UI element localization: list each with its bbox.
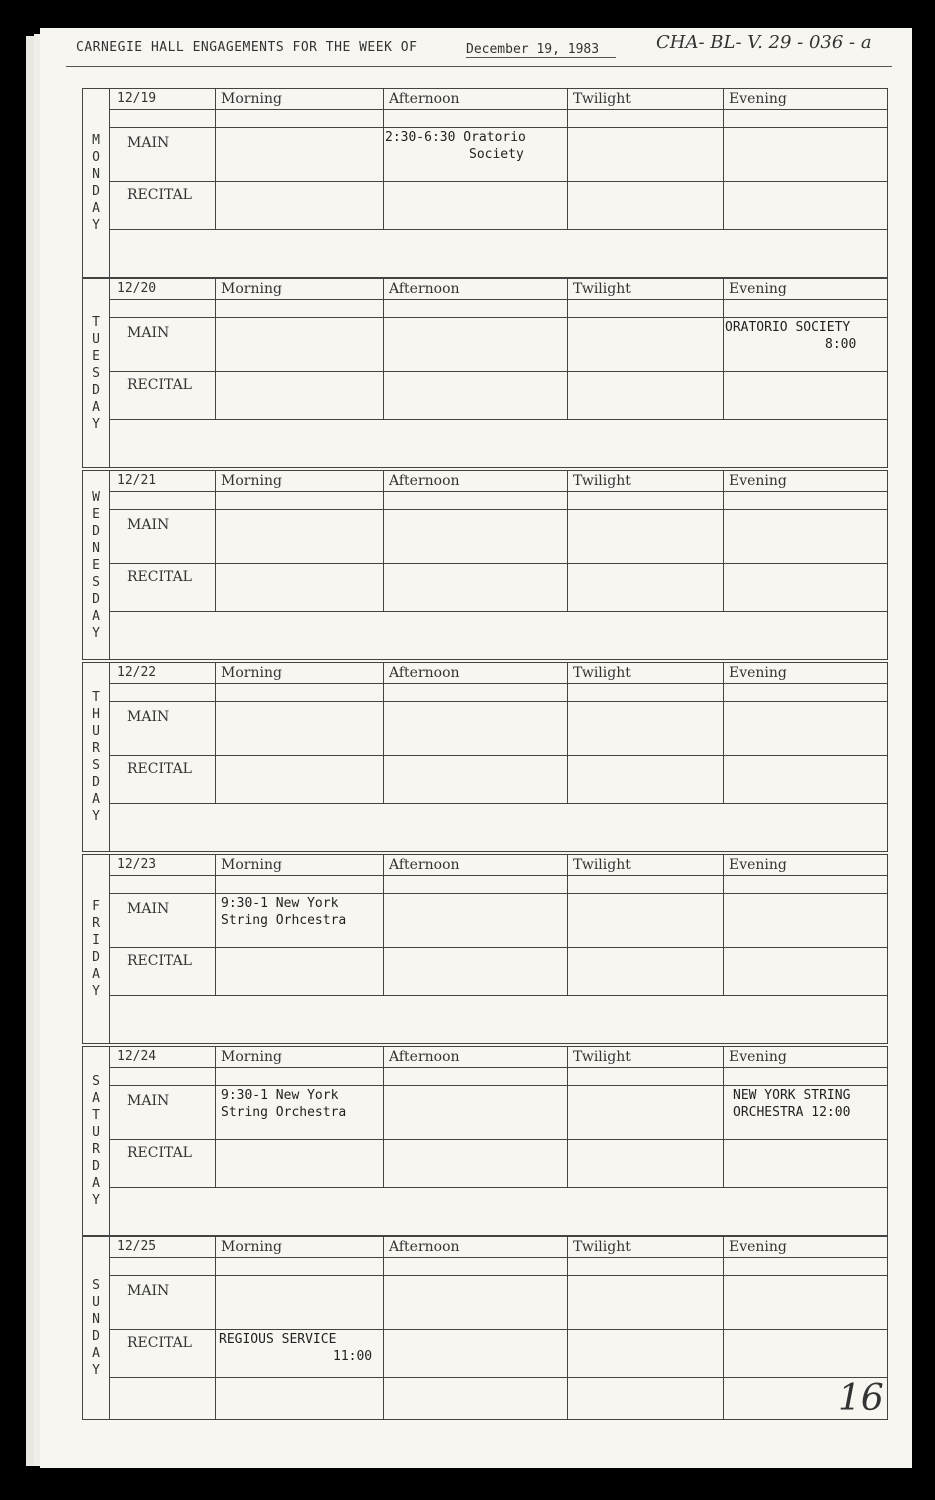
slot-header: Afternoon [389, 1049, 460, 1065]
room-label: MAIN [127, 901, 170, 917]
day-name [83, 1237, 110, 1419]
room-label: MAIN [127, 517, 170, 533]
row-rule [109, 701, 887, 702]
row-rule [109, 181, 887, 182]
day-letter: D [92, 775, 100, 790]
day-letter: Y [92, 416, 100, 432]
slot-header: Evening [729, 857, 787, 873]
day-block [82, 470, 888, 660]
slot-header: Afternoon [389, 1239, 460, 1255]
slot-divider [723, 89, 724, 229]
slot-divider [567, 279, 568, 419]
page-number: 16 [838, 1378, 884, 1419]
day-date: 12/23 [117, 857, 157, 872]
row-rule [109, 1139, 887, 1140]
booking-entry: 8:00 [825, 337, 857, 352]
day-letter: I [92, 933, 100, 948]
room-label: RECITAL [127, 377, 192, 393]
room-label: RECITAL [127, 761, 192, 777]
slot-header-rule [109, 491, 887, 492]
day-name [83, 855, 110, 1043]
slot-header: Twilight [573, 1239, 631, 1255]
day-letter: A [92, 1346, 100, 1361]
day-letter: Y [92, 1363, 100, 1378]
day-letter: U [92, 1125, 100, 1140]
booking-entry: NEW YORK STRING [733, 1088, 851, 1103]
slot-divider [215, 1047, 216, 1187]
booking-entry: Society [469, 147, 524, 162]
slot-header: Morning [221, 91, 282, 107]
day-letter: S [92, 365, 100, 381]
row-rule [109, 509, 887, 510]
day-date: 12/24 [117, 1049, 157, 1064]
day-letter: H [92, 707, 100, 722]
slot-header: Twilight [573, 665, 631, 681]
row-rule [109, 1377, 887, 1378]
slot-divider [383, 855, 384, 995]
room-label: RECITAL [127, 1145, 192, 1161]
day-letter: D [92, 1159, 100, 1174]
day-letter: A [92, 1176, 100, 1191]
booking-entry: String Orhcestra [221, 913, 347, 928]
slot-header-rule [109, 683, 887, 684]
room-label: MAIN [127, 325, 170, 341]
slot-header: Morning [221, 473, 282, 489]
day-date: 12/25 [117, 1239, 157, 1254]
day-letter: Y [92, 809, 100, 824]
day-letter: T [92, 314, 100, 330]
day-letter: T [92, 690, 100, 705]
day-letter: Y [92, 984, 100, 999]
slot-divider [215, 89, 216, 229]
booking-entry: String Orchestra [221, 1105, 347, 1120]
day-letter: R [92, 1142, 100, 1157]
day-name [83, 1047, 110, 1235]
day-letter: Y [92, 625, 100, 641]
slot-divider [383, 663, 384, 803]
slot-divider [567, 89, 568, 229]
day-name [83, 471, 110, 659]
slot-header: Twilight [573, 857, 631, 873]
slot-divider [567, 471, 568, 611]
booking-entry: ORATORIO SOCIETY [725, 320, 851, 335]
slot-header: Afternoon [389, 665, 460, 681]
day-letter: M [92, 133, 100, 148]
day-letter: S [92, 758, 100, 773]
slot-header: Afternoon [389, 281, 460, 297]
slot-header: Evening [729, 665, 787, 681]
day-date: 12/19 [117, 91, 157, 106]
day-letter: U [92, 1295, 100, 1310]
row-rule [109, 1275, 887, 1276]
row-rule [109, 371, 887, 372]
slot-divider [215, 855, 216, 995]
header-rule [66, 66, 892, 67]
room-label: RECITAL [127, 1335, 192, 1351]
day-letter: Y [92, 1193, 100, 1208]
slot-divider [723, 855, 724, 995]
day-block [82, 1236, 888, 1420]
slot-divider [215, 279, 216, 419]
day-letter: T [92, 1108, 100, 1123]
weekly-schedule-grid [82, 88, 888, 1418]
slot-divider [567, 663, 568, 803]
slot-divider [723, 1237, 724, 1419]
slot-header-rule [109, 875, 887, 876]
day-letter: U [92, 331, 100, 347]
slot-header: Afternoon [389, 473, 460, 489]
row-rule [109, 893, 887, 894]
booking-entry: 9:30-1 New York [221, 1088, 339, 1103]
slot-header: Twilight [573, 473, 631, 489]
day-date: 12/20 [117, 281, 157, 296]
slot-header: Evening [729, 1049, 787, 1065]
archive-reference: CHA- BL- V. 29 - 036 - a [656, 32, 872, 53]
slot-header: Twilight [573, 281, 631, 297]
day-letter: A [92, 201, 100, 216]
day-letter: D [92, 523, 100, 539]
room-label: MAIN [127, 709, 170, 725]
room-label: MAIN [127, 135, 170, 151]
row-rule [109, 1085, 887, 1086]
slot-divider [567, 855, 568, 995]
slot-header: Morning [221, 665, 282, 681]
row-rule [109, 803, 887, 804]
day-letter: D [92, 591, 100, 607]
slot-divider [383, 1237, 384, 1419]
slot-divider [723, 279, 724, 419]
room-label: MAIN [127, 1283, 170, 1299]
booking-entry: 2:30-6:30 Oratorio [385, 130, 526, 145]
week-of-date: December 19, 1983 [466, 42, 616, 58]
day-letter: D [92, 1329, 100, 1344]
row-rule [109, 611, 887, 612]
day-letter: R [92, 741, 100, 756]
day-letter: E [92, 557, 100, 573]
row-rule [109, 229, 887, 230]
day-letter: D [92, 382, 100, 398]
day-letter: R [92, 916, 100, 931]
row-rule [109, 1187, 887, 1188]
row-rule [109, 947, 887, 948]
day-block [82, 1046, 888, 1236]
day-letter: N [92, 167, 100, 182]
day-letter: D [92, 184, 100, 199]
slot-header: Morning [221, 1239, 282, 1255]
slot-header: Afternoon [389, 91, 460, 107]
day-letter: N [92, 540, 100, 556]
day-letter: N [92, 1312, 100, 1327]
room-label: MAIN [127, 1093, 170, 1109]
booking-entry: 9:30-1 New York [221, 896, 339, 911]
slot-header: Twilight [573, 1049, 631, 1065]
day-letter: S [92, 574, 100, 590]
day-letter: A [92, 967, 100, 982]
day-letter: S [92, 1074, 100, 1089]
slot-divider [215, 1237, 216, 1419]
slot-divider [567, 1237, 568, 1419]
slot-header-rule [109, 1257, 887, 1258]
slot-divider [567, 1047, 568, 1187]
row-rule [109, 127, 887, 128]
day-letter: D [92, 950, 100, 965]
slot-divider [383, 1047, 384, 1187]
row-rule [109, 563, 887, 564]
row-rule [109, 419, 887, 420]
slot-divider [383, 89, 384, 229]
slot-header: Evening [729, 1239, 787, 1255]
row-rule [109, 1329, 887, 1330]
day-block [82, 662, 888, 852]
day-name [83, 663, 110, 851]
day-block [82, 278, 888, 468]
slot-header: Twilight [573, 91, 631, 107]
day-date: 12/22 [117, 665, 157, 680]
day-letter: A [92, 792, 100, 807]
slot-header: Evening [729, 281, 787, 297]
slot-header: Morning [221, 1049, 282, 1065]
day-letter: O [92, 150, 100, 165]
slot-header-rule [109, 109, 887, 110]
slot-header: Afternoon [389, 857, 460, 873]
slot-header-rule [109, 1067, 887, 1068]
room-label: RECITAL [127, 187, 192, 203]
slot-divider [383, 471, 384, 611]
day-date: 12/21 [117, 473, 157, 488]
slot-header: Morning [221, 857, 282, 873]
day-letter: A [92, 608, 100, 624]
slot-divider [723, 1047, 724, 1187]
day-block [82, 854, 888, 1044]
room-label: RECITAL [127, 569, 192, 585]
day-name [83, 279, 110, 467]
page-title: CARNEGIE HALL ENGAGEMENTS FOR THE WEEK OF [76, 40, 418, 55]
slot-divider [215, 663, 216, 803]
booking-entry: REGIOUS SERVICE [219, 1332, 337, 1347]
row-rule [109, 995, 887, 996]
slot-divider [723, 663, 724, 803]
slot-divider [723, 471, 724, 611]
slot-divider [383, 279, 384, 419]
slot-header: Evening [729, 91, 787, 107]
day-letter: A [92, 399, 100, 415]
booking-entry: ORCHESTRA 12:00 [733, 1105, 851, 1120]
day-letter: S [92, 1278, 100, 1293]
room-label: RECITAL [127, 953, 192, 969]
slot-divider [215, 471, 216, 611]
day-letter: A [92, 1091, 100, 1106]
row-rule [109, 755, 887, 756]
day-letter: F [92, 899, 100, 914]
day-block [82, 88, 888, 278]
day-name [83, 89, 110, 277]
day-letter: W [92, 489, 100, 505]
slot-header: Evening [729, 473, 787, 489]
slot-header: Morning [221, 281, 282, 297]
day-letter: E [92, 348, 100, 364]
day-letter: U [92, 724, 100, 739]
slot-header-rule [109, 299, 887, 300]
row-rule [109, 317, 887, 318]
booking-entry: 11:00 [333, 1349, 373, 1364]
day-letter: Y [92, 218, 100, 233]
day-letter: E [92, 506, 100, 522]
